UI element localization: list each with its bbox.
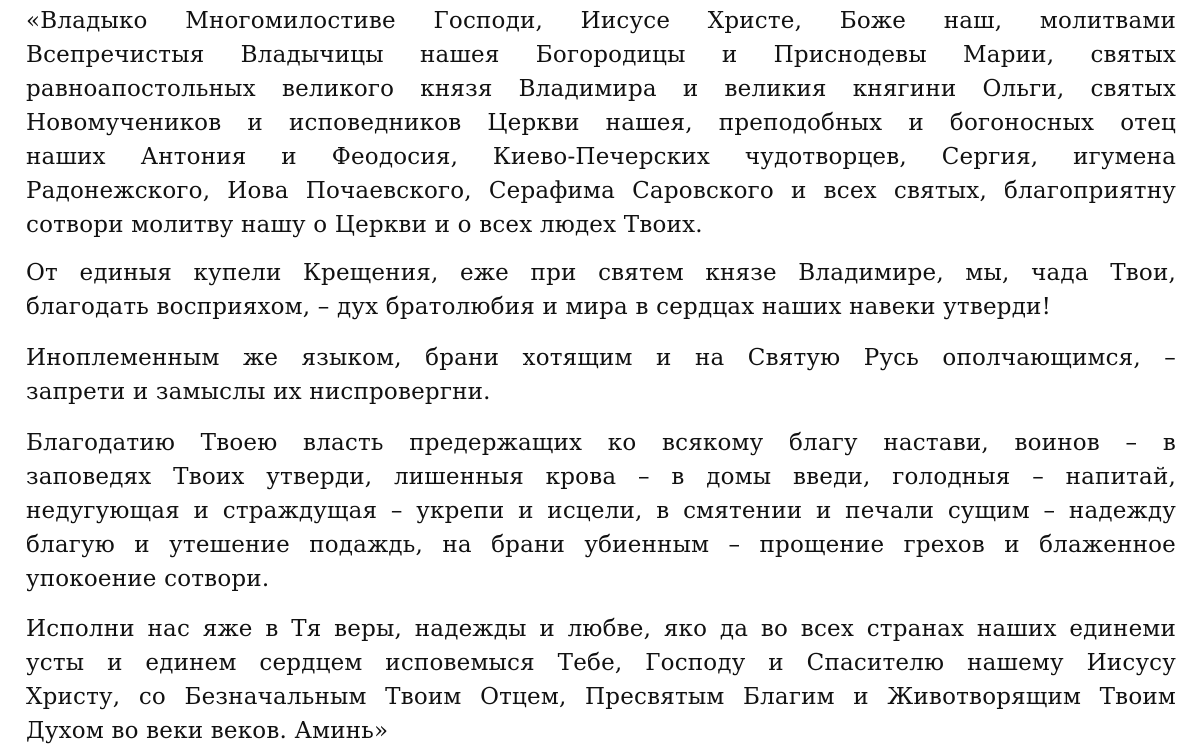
text-line: Христу, со Безначальным Твоим Отцем, Пресвятым Благим и Животворящим Твоим [26, 684, 1176, 710]
paragraph-protection [26, 341, 1176, 409]
text-line: Благодатию Твоею власть предержащих ко всякому благу настави, воинов – в [26, 430, 1176, 456]
text-line: Духом во веки веков. Аминь» [26, 718, 389, 744]
text-line: упокоение сотвори. [26, 566, 270, 592]
text-line: запрети и замыслы их ниспровергни. [26, 379, 491, 405]
text-line: «Владыко Многомилостиве Господи, Иисусе Христе, Боже наш, молитвами [26, 8, 1176, 34]
text-line: Радонежского, Иова Почаевского, Серафима Саровского и всех святых, благоприятну [26, 178, 1176, 204]
text-line: Исполни нас яже в Тя веры, надежды и любве, яко да во всех странах наших единеми [26, 616, 1176, 642]
text-line: заповедях Твоих утверди, лишенныя крова – в домы введи, голодныя – напитай, [26, 464, 1176, 490]
paragraph-closing [26, 612, 1176, 748]
text-line: благую и утешение подаждь, на брани убиенным – прощение грехов и блаженное [26, 532, 1176, 558]
text-line: усты и единем сердцем исповемыся Тебе, Господу и Спасителю нашему Иисусу [26, 650, 1176, 676]
text-line: Иноплеменным же языком, брани хотящим и на Святую Русь ополчающимся, – [26, 345, 1176, 371]
paragraph-invocation [26, 4, 1176, 242]
text-line: сотвори молитву нашу о Церкви и о всех людех Твоих. [26, 212, 703, 238]
paragraph-blessing [26, 426, 1176, 596]
paragraph-baptism [26, 256, 1176, 324]
text-line: недугующая и страждущая – укрепи и исцели, в смятении и печали сущим – надежду [26, 498, 1176, 524]
text-line: благодать восприяхом, – дух братолюбия и мира в сердцах наших навеки утверди! [26, 294, 1052, 320]
text-line: равноапостольных великого князя Владимира и великия княгини Ольги, святых [26, 76, 1176, 102]
text-line: От единыя купели Крещения, еже при святем князе Владимире, мы, чада Твои, [26, 260, 1176, 286]
text-line: наших Антония и Феодосия, Киево-Печерских чудотворцев, Сергия, игумена [26, 144, 1176, 170]
text-line: Новомучеников и исповедников Церкви нашея, преподобных и богоносных отец [26, 110, 1176, 136]
text-line: Всепречистыя Владычицы нашея Богородицы и Приснодевы Марии, святых [26, 42, 1176, 68]
